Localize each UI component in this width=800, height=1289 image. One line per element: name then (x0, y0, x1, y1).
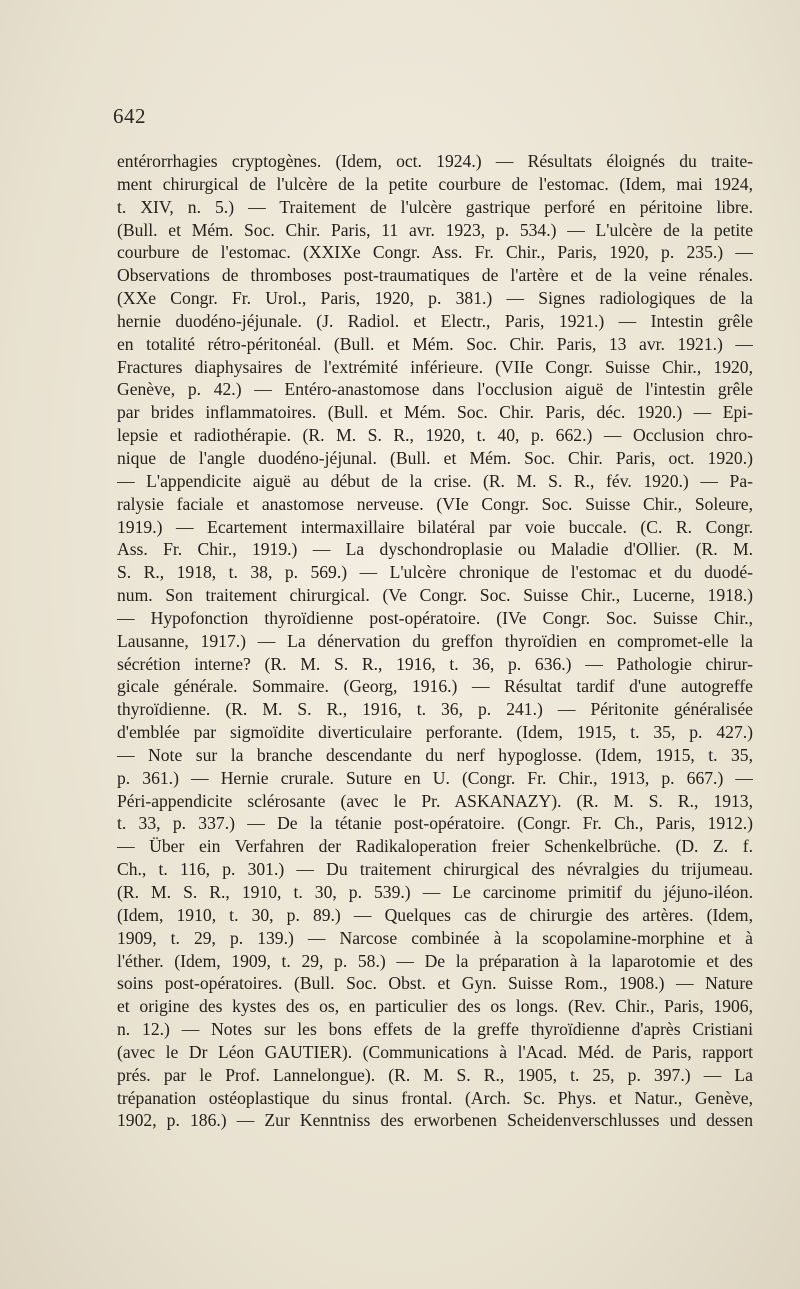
text-line: S. R., 1918, t. 38, p. 569.) — L'ulcère chronique de l'estomac et du duodé- (117, 562, 753, 583)
text-line: Lausanne, 1917.) — La dénervation du greffon thyroïdien en compromet-elle la (117, 630, 753, 651)
text-line: sécrétion interne? (R. M. S. R., 1916, t. 36, p. 636.) — Pathologie chirur- (117, 653, 753, 674)
text-line: Observations de thromboses post-traumatiques de l'artère et de la veine rénales. (117, 265, 753, 286)
text-line: hernie duodéno-jéjunale. (J. Radiol. et Electr., Paris, 1921.) — Intestin grêle (117, 310, 753, 331)
text-line: d'emblée par sigmoïdite diverticulaire perforante. (Idem, 1915, t. 35, p. 427.) (117, 722, 753, 743)
text-line: ment chirurgical de l'ulcère de la petite courbure de l'estomac. (Idem, mai 1924, (117, 173, 753, 194)
text-line: 1919.) — Ecartement intermaxillaire bilatéral par voie buccale. (C. R. Congr. (117, 516, 753, 537)
text-line: — Note sur la branche descendante du nerf hypoglosse. (Idem, 1915, t. 35, (117, 744, 753, 765)
text-line: Ch., t. 116, p. 301.) — Du traitement chirurgical des névralgies du trijumeau. (117, 859, 753, 880)
text-line: (R. M. S. R., 1910, t. 30, p. 539.) — Le carcinome primitif du jéjuno-iléon. (117, 882, 753, 902)
text-line: 1902, p. 186.) — Zur Kenntniss des erworbenen Scheidenverschlusses und dessen (117, 1110, 753, 1131)
text-line: ralysie faciale et anastomose nerveuse. (VIe Congr. Soc. Suisse Chir., Soleure, (117, 493, 753, 514)
text-line: (Idem, 1910, t. 30, p. 89.) — Quelques cas de chirurgie des artères. (Idem, (117, 904, 753, 925)
text-line: thyroïdienne. (R. M. S. R., 1916, t. 36, p. 241.) — Péritonite généralisée (117, 699, 753, 720)
text-line: trépanation ostéoplastique du sinus frontal. (Arch. Sc. Phys. et Natur., Genève, (117, 1087, 753, 1108)
text-line: Péri-appendicite sclérosante (avec le Pr. ASKANAZY). (R. M. S. R., 1913, (117, 790, 753, 811)
text-line: soins post-opératoires. (Bull. Soc. Obst. et Gyn. Suisse Rom., 1908.) — Nature (117, 973, 753, 994)
text-line: — Über ein Verfahren der Radikaloperation freier Schenkelbrüche. (D. Z. f. (117, 836, 753, 857)
text-line: courbure de l'estomac. (XXIXe Congr. Ass. Fr. Chir., Paris, 1920, p. 235.) — (117, 242, 753, 263)
text-line: gicale générale. Sommaire. (Georg, 1916.) — Résultat tardif d'une autogreffe (117, 676, 753, 697)
text-line: — Hypofonction thyroïdienne post-opératoire. (IVe Congr. Soc. Suisse Chir., (117, 607, 753, 628)
text-line: lepsie et radiothérapie. (R. M. S. R., 1920, t. 40, p. 662.) — Occlusion chro- (117, 425, 753, 446)
text-line: t. 33, p. 337.) — De la tétanie post-opératoire. (Congr. Fr. Ch., Paris, 1912.) (117, 813, 753, 834)
text-line: l'éther. (Idem, 1909, t. 29, p. 58.) — De la préparation à la laparotomie et des (117, 950, 753, 971)
text-line: num. Son traitement chirurgical. (Ve Congr. Soc. Suisse Chir., Lucerne, 1918.) (117, 585, 753, 606)
text-line: t. XIV, n. 5.) — Traitement de l'ulcère gastrique perforé en péritoine libre. (117, 196, 753, 217)
text-line: entérorrhagies cryptogènes. (Idem, oct. 1924.) — Résultats éloignés du traite- (117, 151, 753, 171)
text-line: nique de l'angle duodéno-jéjunal. (Bull. et Mém. Soc. Chir. Paris, oct. 1920.) (117, 447, 753, 468)
text-line: par brides inflammatoires. (Bull. et Mém. Soc. Chir. Paris, déc. 1920.) — Epi- (117, 402, 753, 423)
bibliography-text-block (117, 150, 753, 1132)
text-line: (Bull. et Mém. Soc. Chir. Paris, 11 avr. 1923, p. 534.) — L'ulcère de la petite (117, 219, 753, 240)
text-line: n. 12.) — Notes sur les bons effets de la greffe thyroïdienne d'après Cristiani (117, 1019, 753, 1040)
text-line: — L'appendicite aiguë au début de la crise. (R. M. S. R., fév. 1920.) — Pa- (117, 470, 753, 491)
text-line: prés. par le Prof. Lannelongue). (R. M. S. R., 1905, t. 25, p. 397.) — La (117, 1064, 753, 1085)
text-line: (avec le Dr Léon GAUTIER). (Communications à l'Acad. Méd. de Paris, rapport (117, 1041, 753, 1062)
text-line: p. 361.) — Hernie crurale. Suture en U. (Congr. Fr. Chir., 1913, p. 667.) — (117, 767, 753, 788)
text-line: Genève, p. 42.) — Entéro-anastomose dans l'occlusion aiguë de l'intestin grêle (117, 379, 753, 400)
text-line: Ass. Fr. Chir., 1919.) — La dyschondroplasie ou Maladie d'Ollier. (R. M. (117, 539, 753, 560)
text-line: 1909, t. 29, p. 139.) — Narcose combinée à la scopolamine-morphine et à (117, 927, 753, 948)
text-line: et origine des kystes des os, en particulier des os longs. (Rev. Chir., Paris, 1906, (117, 996, 753, 1017)
page-number: 642 (113, 104, 146, 128)
text-line: Fractures diaphysaires de l'extrémité inférieure. (VIIe Congr. Suisse Chir., 1920, (117, 356, 753, 377)
text-line: (XXe Congr. Fr. Urol., Paris, 1920, p. 381.) — Signes radiologiques de la (117, 288, 753, 309)
text-line: en totalité rétro-péritonéal. (Bull. et Mém. Soc. Chir. Paris, 13 avr. 1921.) — (117, 333, 753, 354)
